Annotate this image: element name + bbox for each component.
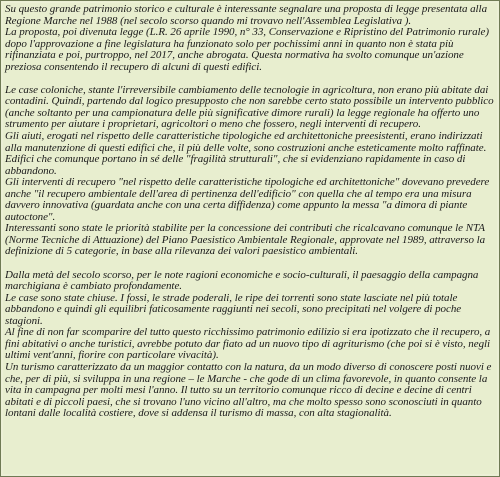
document-text: [5, 4, 494, 420]
paragraph: Al fine di non far scomparire del tutto questo ricchissimo patrimonio edilizio si era ipotizzato che il recupero, a fini abitativi o anche turistici, avrebbe potuto dar fiato ad un nuovo tipo di agriturismo (che poi si è visto, negli ultimi vent'anni, fiorire con particolare vivacità).: [5, 326, 491, 362]
paragraph: Le case coloniche, stante l'irreversibile cambiamento delle tecnologie in agricoltura, non erano più abitate dai contadini. Quindi, partendo dal logico presupposto che non sarebbe certo stato possibile un intervento pubblico (anche soltanto per una campionatura delle più significative dimore rurali) la legge regionale ha offerto uno strumento per aiutare i proprietari, agricoltori o meno che fossero, negli interventi di recupero.: [5, 83, 494, 131]
paragraph-spacer: [5, 258, 494, 270]
paragraph: Le case sono state chiuse. I fossi, le strade poderali, le ripe dei torrenti sono state lasciate nel più totale abbandono e quindi gli equilibri faticosamente raggiunti nei secoli, sono precipitati nel volgere di poche stagioni.: [5, 291, 462, 327]
paragraph: Gli aiuti, erogati nel rispetto delle caratteristiche tipologiche ed architettoniche preesistenti, erano indirizzati alla manutenzione di questi edifici che, il più delle volte, sono costruzioni anche esteticamente molto raffinate. Edifici che comunque portano in sé delle "fragilità strutturali", che si evidenziano rapidamente in caso di abbandono.: [5, 130, 487, 177]
paragraph: Interessanti sono state le priorità stabilite per la concessione dei contributi che ricalcavano comunque le NTA (Norme Tecniche di Attuazione) del Piano Paesistico Ambientale Regionale, approvate nel 1989, attraverso la definizione di 5 categorie, in base alla rilevanza dei valori paesistico ambientali.: [5, 222, 486, 258]
paragraph: Un turismo caratterizzato da un maggior contatto con la natura, da un modo diverso di conoscere posti nuovi e che, per di più, si sviluppa in una regione – le Marche - che gode di un clima favorevole, in quanto consente la vita in campagna per molti mesi l'anno. Il tutto su un territorio comunque ricco di decine e decine di centri abitati e di piccoli paesi, che si trovano l'uno vicino all'altro, ma che molto spesso sono sconosciuti in quanto lontani dalle località costiere, dove si addensa il turismo di massa, con alta stagionalità.: [5, 360, 492, 420]
paragraph: Gli interventi di recupero "nel rispetto delle caratteristiche tipologiche ed architettoniche" dovevano prevedere anche "il recupero ambientale dell'area di pertinenza dell'edificio" con quella che al tempo era una misura davvero innovativa (guardata anche con una certa diffidenza) come appunto la messa "a dimora di piante autoctone".: [5, 176, 490, 223]
paragraph: La proposta, poi divenuta legge (L.R. 26 aprile 1990, n° 33, Conservazione e Ripristino del Patrimonio rurale) dopo l'approvazione a fine legislatura ha funzionato solo per pochissimi anni in quanto non è stata più rifinanziata e poi, purtroppo, nel 2017, anche abrogata. Questa normativa ha svolto comunque un'azione preziosa consentendo il recupero di alcuni di questi edifici.: [5, 26, 489, 73]
paragraph: Su questo grande patrimonio storico e culturale è interessante segnalare una proposta di legge presentata alla Regione Marche nel 1988 (nel secolo scorso quando mi trovavo nell'Assemblea Legislativa ).: [5, 3, 488, 27]
paragraph: Dalla metà del secolo scorso, per le note ragioni economiche e socio-culturali, il paesaggio della campagna marchigiana è cambiato profondamente.: [5, 268, 479, 293]
